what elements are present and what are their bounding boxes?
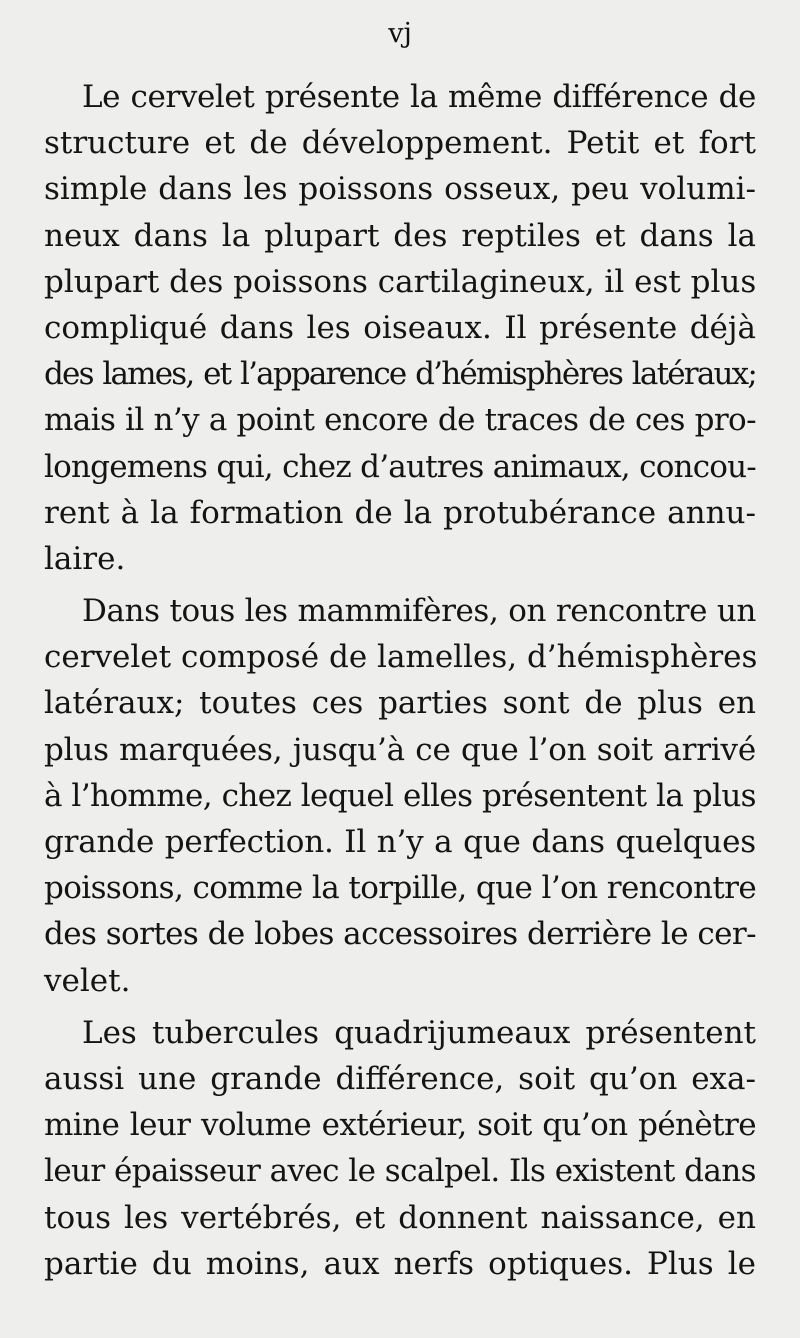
text-line: leur épaisseur avec le scalpel. Ils existent dans	[44, 1153, 756, 1190]
text-line: structure et de développement. Petit et fort	[44, 125, 756, 162]
text-line: poissons, comme la torpille, que l’on rencontre	[44, 870, 757, 907]
paragraph	[44, 1010, 756, 1287]
text-line: mais il n’y a point encore de traces de ces pro-	[44, 402, 756, 439]
text-line: rent à la formation de la protubérance annu-	[44, 494, 756, 531]
text-line: simple dans les poissons osseux, peu volumi-	[44, 171, 756, 208]
paragraph	[44, 74, 756, 582]
page-number: vj	[388, 18, 412, 49]
text-line: compliqué dans les oiseaux. Il présente déjà	[44, 309, 756, 346]
text-line: partie du moins, aux nerfs optiques. Plus le	[44, 1245, 756, 1282]
text-line: plus marquées, jusqu’à ce que l’on soit arrivé	[44, 731, 756, 768]
text-line: latéraux; toutes ces parties sont de plus en	[44, 685, 756, 722]
text-line: des sortes de lobes accessoires derrière le cer-	[44, 916, 756, 953]
text-line: grande perfection. Il n’y a que dans quelques	[44, 824, 756, 860]
text-line: longemens qui, chez d’autres animaux, concou-	[44, 448, 756, 485]
body-text	[44, 74, 756, 1287]
text-line: plupart des poissons cartilagineux, il est plus	[44, 263, 757, 300]
text-line: Dans tous les mammifères, on rencontre un	[82, 593, 756, 630]
text-line: à l’homme, chez lequel elles présentent la plus	[44, 777, 756, 814]
text-line: cervelet composé de lamelles, d’hémisphères	[44, 639, 758, 676]
text-line: des lames, et l’apparence d’hémisphères latéraux;	[44, 356, 756, 393]
text-line: Les tubercules quadrijumeaux présentent	[82, 1014, 756, 1051]
text-line: mine leur volume extérieur, soit qu’on pénètre	[44, 1107, 756, 1144]
text-line: neux dans la plupart des reptiles et dans la	[44, 217, 756, 254]
text-line: tous les vertébrés, et donnent naissance, en	[44, 1199, 756, 1236]
text-line: aussi une grande différence, soit qu’on exa-	[44, 1060, 756, 1097]
text-line: velet.	[44, 962, 131, 999]
paragraph	[44, 588, 756, 1004]
text-line: Le cervelet présente la même différence de	[82, 79, 756, 115]
text-line: laire.	[44, 540, 126, 577]
